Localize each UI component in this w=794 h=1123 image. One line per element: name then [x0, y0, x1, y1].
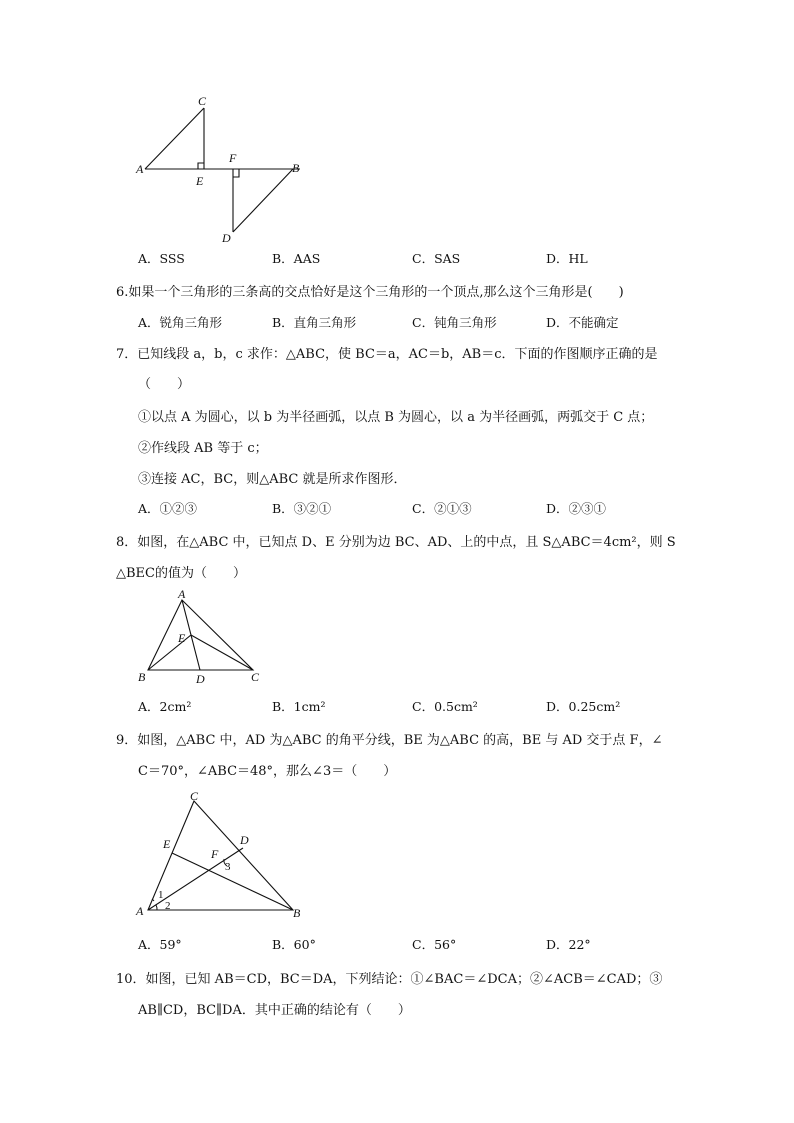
q8-option-a: A．2cm²	[138, 699, 192, 714]
q8-label-d: D	[196, 672, 205, 686]
q8-label-b: B	[138, 670, 146, 684]
q6-text: 6.如果一个三角形的三条高的交点恰好是这个三角形的一个顶点,那么这个三角形是( )	[116, 285, 624, 300]
q8-option-b: B．1cm²	[272, 699, 326, 714]
q5-option-d: D．HL	[546, 251, 588, 266]
q6-option-b: B．直角三角形	[272, 315, 357, 330]
q9-figure	[130, 786, 315, 921]
q10-line1: 10．如图，已知 AB＝CD，BC＝DA，下列结论：①∠BAC＝∠DCA；②∠ACB＝∠CAD；③	[116, 972, 663, 987]
q9-label-c: C	[190, 789, 199, 803]
q10-line2: AB∥CD，BC∥DA．其中正确的结论有（ ）	[138, 1003, 411, 1018]
q7-option-a: A．①②③	[138, 501, 198, 516]
q8-line2: △BEC的值为（ ）	[116, 566, 246, 581]
q8-label-e: E	[178, 631, 186, 645]
q6-option-d: D．不能确定	[546, 315, 619, 330]
q9-option-d: D．22°	[546, 937, 591, 952]
q9-label-f: F	[211, 847, 219, 861]
q7-step1: ①以点 A 为圆心，以 b 为半径画弧，以点 B 为圆心，以 a 为半径画弧，两弧交于 C 点；	[138, 410, 654, 425]
q5-option-b: B．AAS	[272, 251, 321, 266]
q9-label-b: B	[293, 906, 301, 920]
q9-label-2: 2	[165, 900, 171, 912]
q5-label-e: E	[196, 174, 204, 188]
q5-label-f: F	[229, 151, 237, 165]
q7-line2: （ ）	[138, 377, 191, 392]
q8-option-d: D．0.25cm²	[546, 699, 621, 714]
q8-label-a: A	[178, 588, 186, 601]
q9-label-a: A	[136, 904, 144, 918]
q9-option-c: C．56°	[412, 937, 457, 952]
q7-option-c: C．②①③	[412, 501, 472, 516]
q5-label-c: C	[198, 94, 207, 108]
q5-label-d: D	[222, 231, 231, 245]
q8-label-c: C	[251, 670, 260, 684]
q9-line2: C＝70°，∠ABC＝48°，那么∠3＝（ ）	[138, 764, 397, 779]
q9-label-3: 3	[225, 861, 231, 873]
q5-label-a: A	[136, 162, 144, 176]
q8-figure	[130, 588, 275, 688]
q5-option-a: A．SSS	[138, 251, 185, 266]
q6-option-a: A．锐角三角形	[138, 315, 223, 330]
q8-line1: 8．如图，在△ABC 中，已知点 D、E 分别为边 BC、AD、上的中点，且 S△ABC＝4cm²，则 S	[116, 535, 676, 550]
q5-label-b: B	[292, 161, 300, 175]
q9-option-a: A．59°	[138, 937, 182, 952]
q5-figure	[130, 90, 310, 250]
q7-option-b: B．③②①	[272, 501, 332, 516]
q9-option-b: B．60°	[272, 937, 316, 952]
q9-label-1: 1	[158, 889, 164, 901]
q7-line1: 7．已知线段 a，b，c 求作：△ABC，使 BC＝a，AC＝b，AB＝c．下面的作图顺序正确的是	[116, 347, 658, 362]
q5-option-c: C．SAS	[412, 251, 461, 266]
q9-line1: 9．如图，△ABC 中，AD 为△ABC 的角平分线，BE 为△ABC 的高，BE 与 AD 交于点 F，∠	[116, 733, 663, 748]
q7-step2: ②作线段 AB 等于 c；	[138, 441, 268, 456]
q9-label-d: D	[240, 833, 249, 847]
q8-option-c: C．0.5cm²	[412, 699, 478, 714]
q7-step3: ③连接 AC，BC，则△ABC 就是所求作图形．	[138, 472, 407, 487]
q6-option-c: C．钝角三角形	[412, 315, 497, 330]
q7-option-d: D．②③①	[546, 501, 607, 516]
q9-label-e: E	[163, 837, 171, 851]
